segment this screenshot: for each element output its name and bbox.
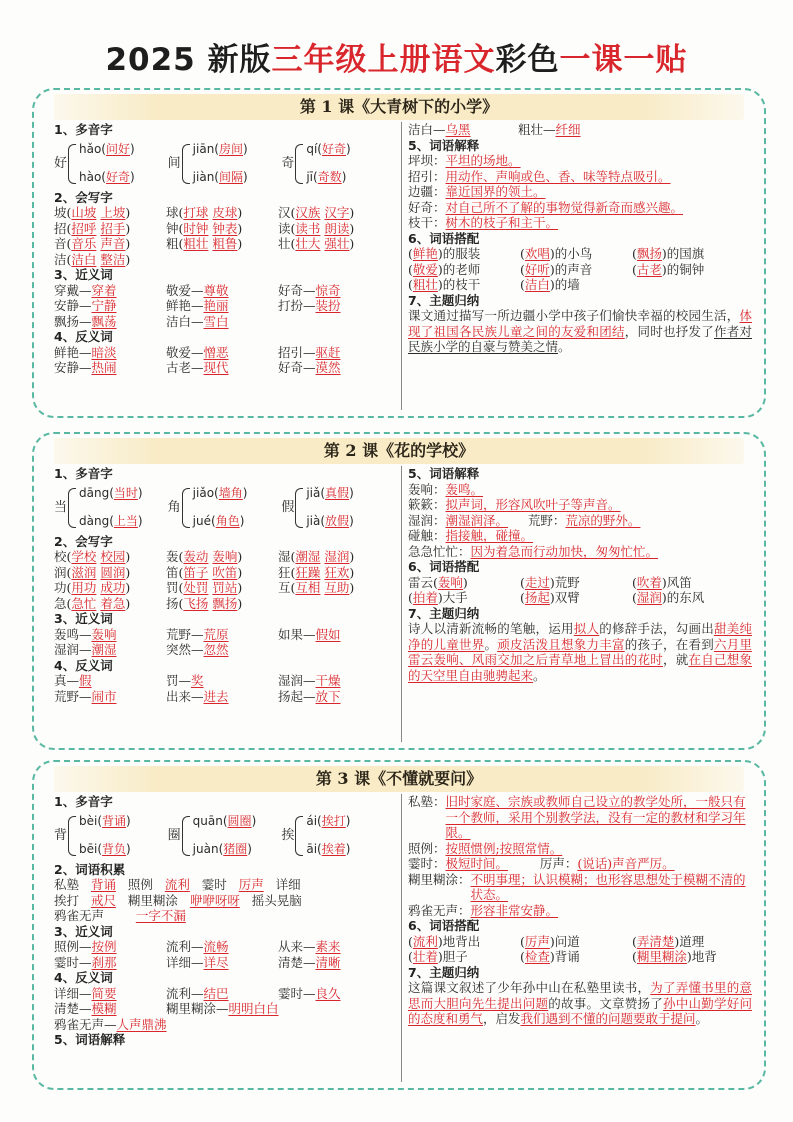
antonyms: 真—假 罚—奖 湿润—干燥 荒野—闹市 出来—进去 扬起—放下 [54, 673, 341, 704]
definition: 枝干：树木的枝子和主干。 [408, 215, 559, 230]
lesson-2-card [32, 432, 766, 750]
section-heading: 3、近义词 [54, 267, 113, 282]
definition: 碰触：指接触，碰撞。 [408, 528, 534, 543]
write-item: 汉(汉族 汉字) [278, 205, 355, 220]
lesson-3-right-column [402, 794, 772, 1082]
write-item: 球(打球 皮球) [166, 205, 243, 220]
section-heading: 2、词语积累 [54, 861, 126, 877]
brace-icon [182, 488, 190, 528]
theme-summary: 诗人以清新流畅的笔触，运用拟人的修辞手法，勾画出甜美纯净的儿童世界。顽皮活泼且想象力丰富的孩子，在看到六月里雷云轰响、风雨交加之后青草地上冒出的花时，就在自己想象的天空里自由驰骋起来。 [408, 621, 752, 683]
section-heading: 5、词语解释 [54, 1032, 126, 1047]
section-heading: 2、会写字 [54, 189, 113, 205]
polyphonic-item: 间 jiān(房间) jiàn(间隔) [167, 141, 248, 184]
polyphonic-item: 奇 qí(好奇) jī(奇数) [281, 141, 351, 184]
polyphonic-item: 当 dāng(当时) dàng(上当) [54, 485, 143, 528]
write-item: 音(音乐 声音) [54, 236, 131, 251]
theme-summary: 这篇课文叙述了少年孙中山在私塾里读书，为了弄懂书里的意思而大胆向先生提出问题的故事。文章赞扬了孙中山勤学好问的态度和勇气，启发我们遇到不懂的问题要敢于提问。 [408, 980, 752, 1026]
write-item: 坡(山坡 上坡) [54, 205, 131, 220]
write-item: 读(读书 朗读) [278, 220, 355, 236]
section-heading: 6、词语搭配 [408, 918, 480, 933]
write-item: 壮(壮大 强壮) [278, 236, 355, 251]
polyphonic-item: 好 hǎo(问好) hào(好奇) [54, 141, 135, 184]
synonyms: 照例—按例 流利—流畅 从来—素来 霎时—刹那 详细—详尽 清楚—清晰 [54, 939, 341, 970]
section-heading: 4、反义词 [54, 970, 113, 985]
section-heading: 6、词语搭配 [408, 230, 480, 246]
polyphonic-item: 挨 ái(挨打) āi(挨着) [281, 813, 351, 856]
brace-icon [68, 488, 76, 528]
definition: 急急忙忙：因为着急而行动加快，匆匆忙忙。 [408, 543, 659, 559]
polyphonic-group [54, 484, 395, 532]
definition: 鸦雀无声：形容非常安静。 [408, 902, 559, 918]
definition: 好奇：对自己所不了解的事物觉得新奇而感兴趣。 [408, 199, 684, 215]
write-item: 洁(洁白 整洁) [54, 251, 131, 267]
writing-characters: 校(学校 校园) 轰(轰动 轰响) 湿(潮湿 湿润) 润(滋润 圆润) 笛(笛子 吹笛) 狂(狂躁 狂欢) 功(用功 成功) 罚(处罚 罚站) 互(互相 互助) 急(急忙 着急) 扬(飞扬 飘扬) [54, 549, 355, 611]
section-heading: 6、词语搭配 [408, 559, 480, 574]
brace-icon [295, 144, 303, 184]
section-heading: 5、词语解释 [408, 466, 480, 481]
section-heading: 7、主题归纳 [408, 605, 480, 621]
definition: 私塾： 旧时家庭、宗族或教师自己设立的教学处所，一般只有一个教师，采用个别教学法，没有一定的教材和学习年限。 [408, 794, 746, 840]
section-heading: 7、主题归纳 [408, 292, 480, 308]
word-collocations: (鲜艳)的服装 (欢唱)的小鸟 (飘扬)的国旗 (敬爱)的老师 (好听)的声音 (古老)的铜钟 (粗壮)的枝干 (洁白)的墙 [408, 246, 705, 292]
definition: 簌簌：拟声词，形容风吹叶子等声音。 [408, 497, 621, 512]
section-heading: 1、多音字 [54, 122, 113, 137]
writing-characters [54, 205, 395, 267]
lesson-1-left-column [34, 122, 402, 410]
brace-icon [182, 816, 190, 856]
section-heading: 5、词语解释 [408, 137, 480, 153]
lesson-2-right-column [402, 466, 772, 742]
polyphonic-item: 背 bèi(背诵) bēi(背负) [54, 813, 131, 856]
word-collocations: 雷云(轰响) (走过)荒野 (吹着)风笛 (拍着)大手 (扬起)双臂 (湿润)的东风 [408, 574, 705, 605]
antonyms: 详细—简要 流利—结巴 霎时—良久 清楚—模糊 糊里糊涂—明明白白 鸦雀无声—人声鼎沸 [54, 985, 341, 1032]
polyphonic-group [54, 812, 395, 860]
synonyms: 穿戴—穿着 敬爱—尊敬 好奇—惊奇 安静—宁静 鲜艳—艳丽 打扮—装扮 飘扬—飘荡 洁白—雪白 [54, 282, 341, 329]
polyphonic-item: 圈 quān(圆圈) juàn(猪圈) [167, 813, 257, 856]
section-heading: 3、近义词 [54, 611, 113, 626]
section-heading: 1、多音字 [54, 466, 113, 481]
lesson-1-header: 第 1 课《大青树下的小学》 [54, 94, 744, 120]
definition: 照例：按照惯例;按照常情。 [408, 840, 563, 856]
word-collocations: (流利)地背出 (厉声)问道 (弄清楚)道理 (壮着)胆子 (检查)背诵 (糊里糊涂)地背 [408, 933, 717, 964]
lesson-2-left-column [34, 466, 402, 742]
polyphonic-item: 假 jiǎ(真假) jià(放假) [281, 485, 354, 528]
definition: 边疆：靠近国界的领土。 [408, 184, 546, 199]
polyphonic-item: 角 jiǎo(墙角) jué(角色) [167, 485, 248, 528]
section-heading: 4、反义词 [54, 657, 113, 673]
synonyms: 轰鸣—轰响 荒野—荒原 如果—假如 湿润—潮湿 突然—忽然 [54, 626, 341, 657]
write-item: 钟(时钟 钟表) [166, 220, 243, 236]
write-item: 粗(粗壮 粗鲁) [166, 236, 243, 251]
definition: 坪坝：平坦的场地。 [408, 153, 521, 168]
section-heading: 7、主题归纳 [408, 964, 480, 980]
antonyms-continued: 洁白—乌黑 粗壮—纤细 [408, 122, 581, 137]
section-heading: 2、会写字 [54, 533, 113, 549]
brace-icon [295, 488, 303, 528]
theme-summary: 课文通过描写一所边疆小学中孩子们愉快幸福的校园生活，体现了祖国各民族儿童之间的友爱和团结，同时也抒发了作者对民族小学的自豪与赞美之情。 [408, 308, 752, 354]
lesson-3-card [32, 760, 766, 1090]
lesson-2-header: 第 2 课《花的学校》 [54, 438, 744, 464]
page-title: 2025 新版三年级上册语文彩色一课一贴 [105, 42, 688, 78]
write-item: 招(招呼 招手) [54, 220, 131, 236]
brace-icon [68, 816, 76, 856]
definition: 湿润：潮湿润泽。 荒野：荒凉的野外。 [408, 512, 641, 528]
definition: 轰响：轰鸣。 [408, 481, 484, 497]
brace-icon [182, 144, 190, 184]
brace-icon [295, 816, 303, 856]
lesson-3-header: 第 3 课《不懂就要问》 [54, 766, 744, 792]
section-heading: 3、近义词 [54, 923, 113, 939]
section-heading: 4、反义词 [54, 329, 113, 344]
lesson-1-card [32, 88, 766, 418]
brace-icon [68, 144, 76, 184]
vocabulary-list: 私塾 背诵 照例 流利 霎时 厉声 详细 挨打 戒尺 糊里糊涂 咿咿呀呀 摇头晃脑 鸦雀无声 一字不漏 [54, 877, 302, 923]
lesson-1-right-column [402, 122, 772, 410]
definition: 招引：用动作、声响或色、香、味等特点吸引。 [408, 168, 671, 184]
section-heading: 1、多音字 [54, 794, 113, 809]
lesson-3-left-column [34, 794, 402, 1082]
polyphonic-group [54, 140, 395, 188]
definition: 霎时：极短时间。 厉声：(说话)声音严厉。 [408, 856, 675, 871]
definition: 糊里糊涂： 不明事理；认识模糊；也形容思想处于模糊不清的状态。 [408, 871, 746, 902]
antonyms: 鲜艳—暗淡 敬爱—憎恶 招引—驱赶 安静—热闹 古老—现代 好奇—漠然 [54, 344, 341, 375]
